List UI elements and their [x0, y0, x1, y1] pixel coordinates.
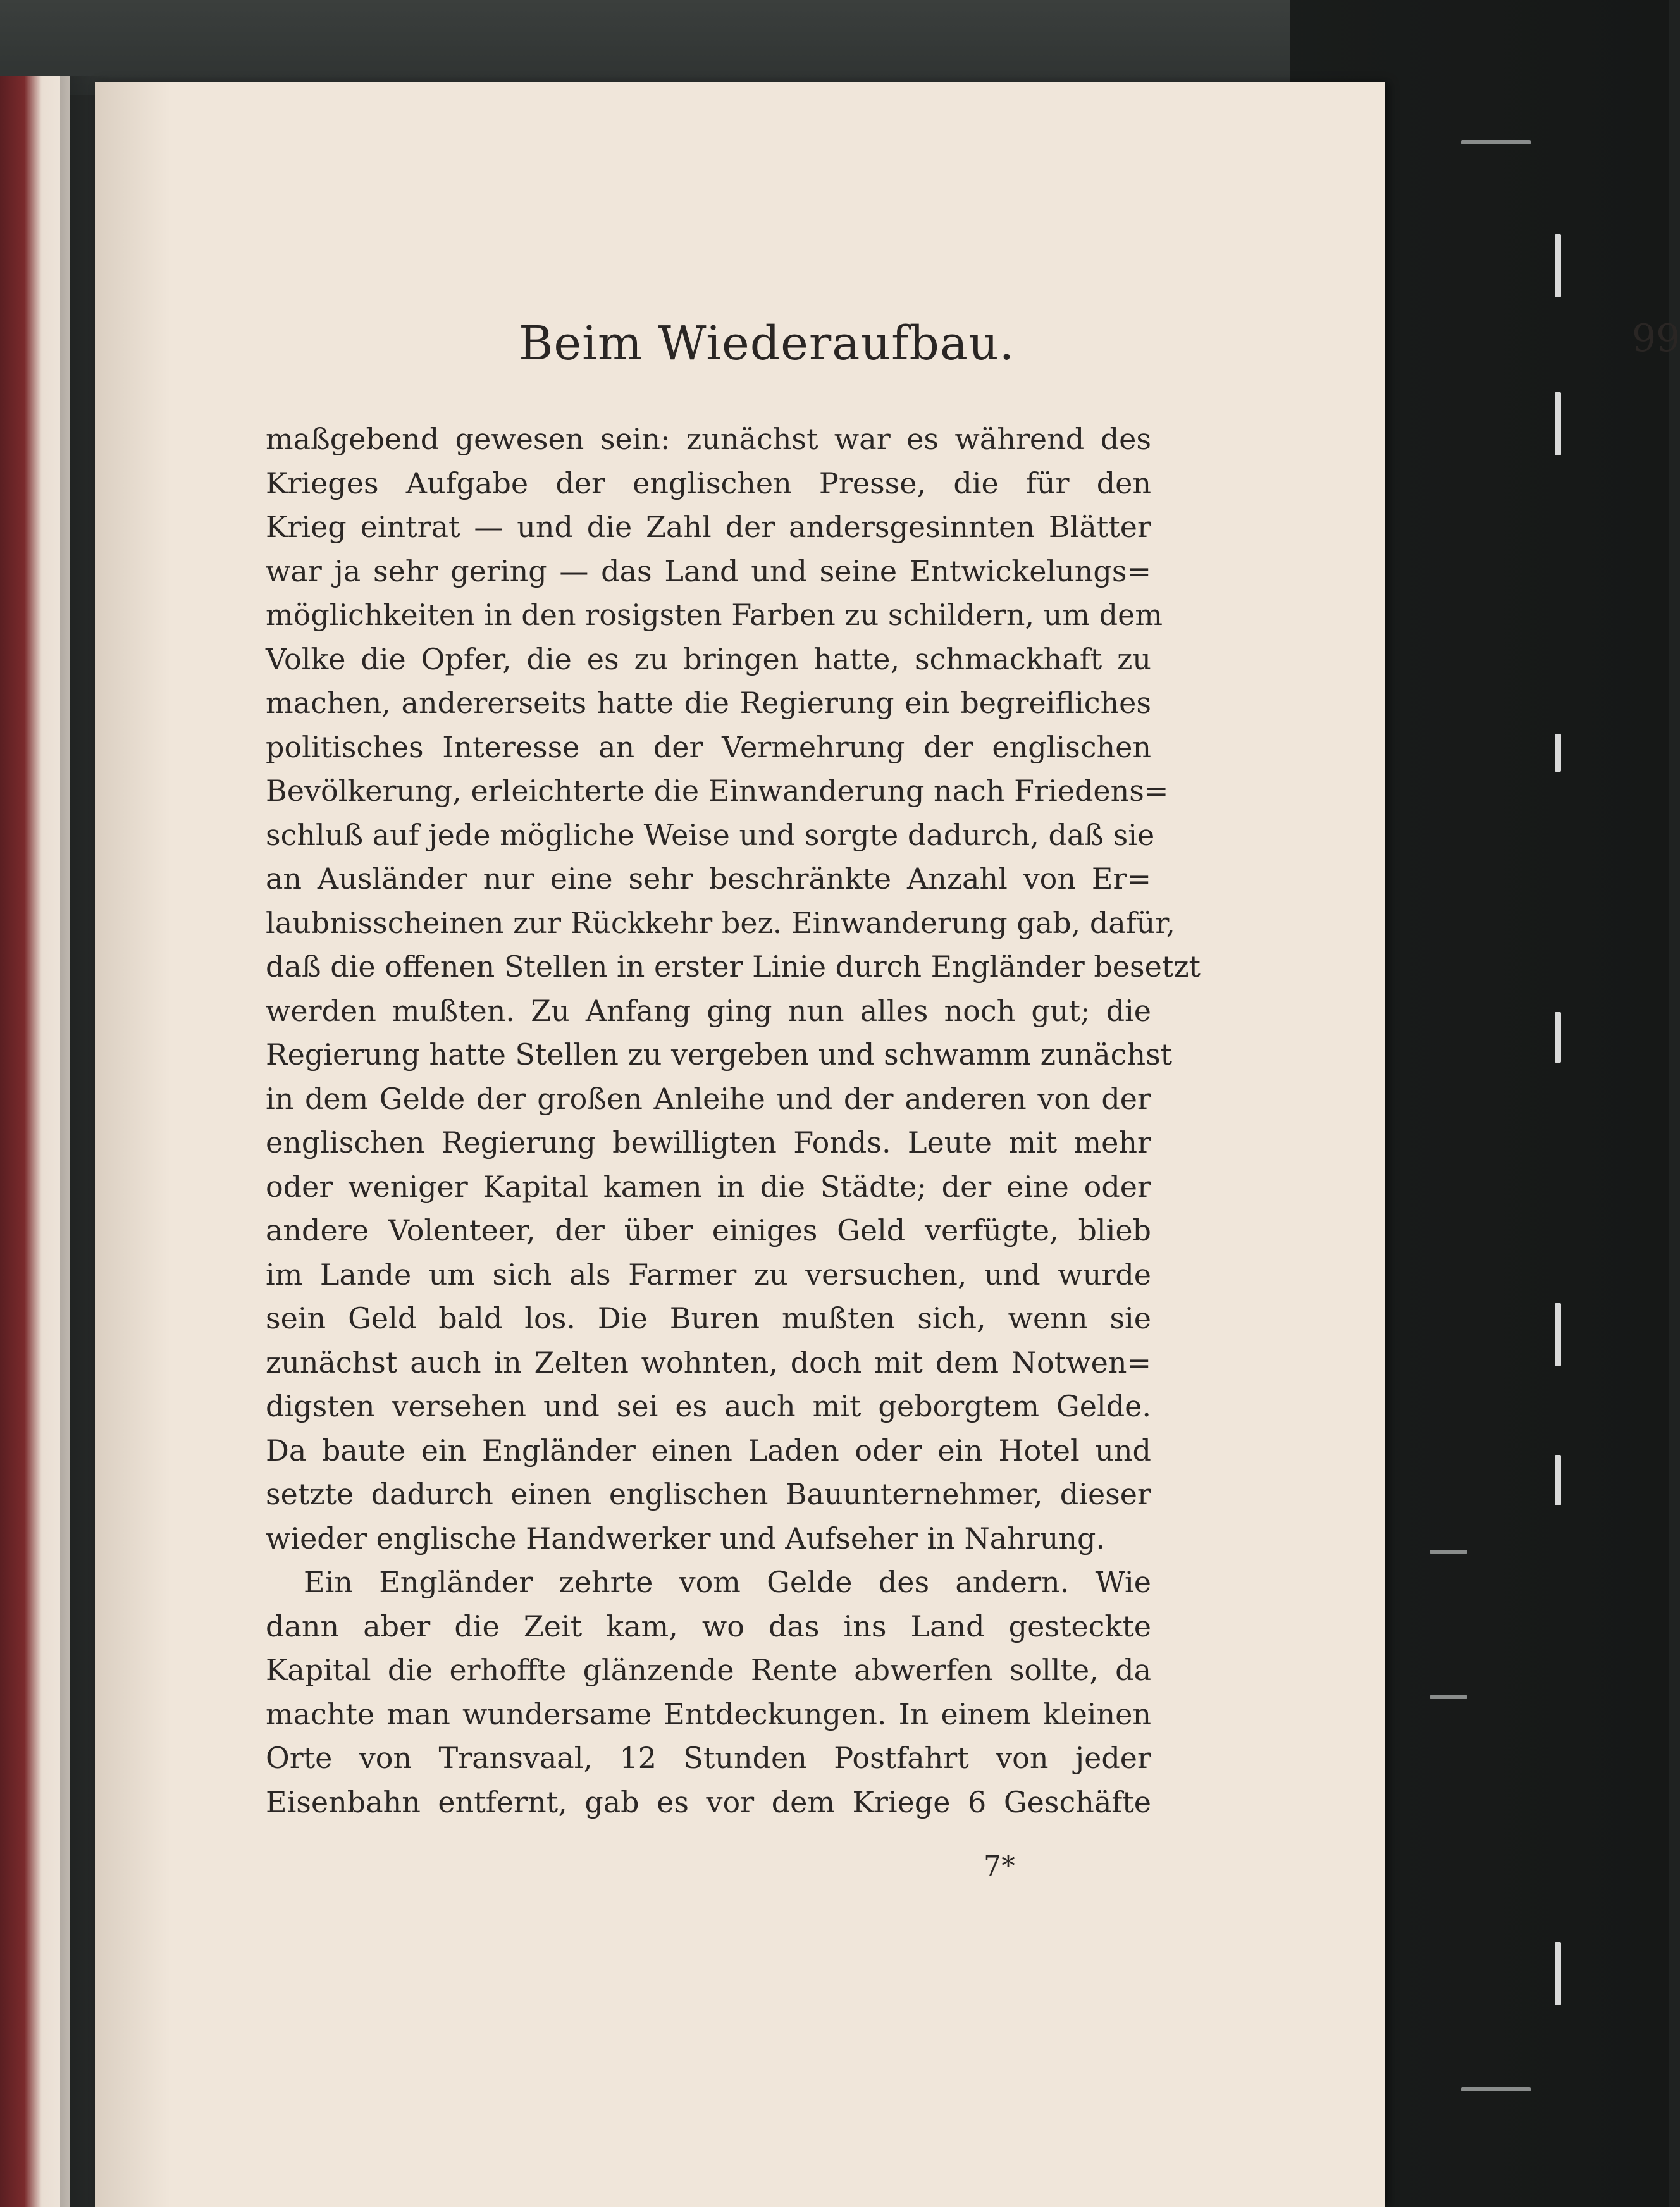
previous-page-edge	[0, 76, 70, 2207]
page-number: 99	[1632, 316, 1680, 361]
book-cover-edge	[0, 0, 1290, 95]
text-line: oder weniger Kapital kamen in die Städte; der eine oder	[266, 1169, 1151, 1204]
text-line: werden mußten. Zu Anfang ging nun alles noch gut; die	[266, 993, 1151, 1028]
text-line: laubnisscheinen zur Rückkehr bez. Einwanderung gab, dafür,	[266, 905, 1175, 940]
text-line: setzte dadurch einen englischen Bauunternehmer, dieser	[266, 1477, 1151, 1511]
background-mark	[1555, 392, 1561, 455]
text-line: digsten versehen und sei es auch mit geborgtem Gelde.	[266, 1389, 1151, 1423]
text-line: Da baute ein Engländer einen Laden oder ein Hotel und	[266, 1433, 1151, 1468]
background-mark	[1555, 1942, 1561, 2005]
text-line: schluß auf jede mögliche Weise und sorgte dadurch, daß sie	[266, 817, 1155, 852]
text-line: Eisenbahn entfernt, gab es vor dem Kriege 6 Geschäfte	[266, 1784, 1151, 1819]
text-line: Regierung hatte Stellen zu vergeben und schwamm zunächst	[266, 1037, 1173, 1072]
body-text	[266, 417, 1201, 1824]
background-mark	[1555, 234, 1561, 297]
text-line: andere Volenteer, der über einiges Geld verfügte, blieb	[266, 1213, 1151, 1247]
text-line: Krieg eintrat — und die Zahl der andersgesinnten Blätter	[266, 510, 1151, 544]
text-line: Kapital die erhoffte glänzende Rente abwerfen sollte, da	[266, 1653, 1151, 1687]
text-line: Ein Engländer zehrte vom Gelde des andern. Wie	[304, 1565, 1151, 1599]
text-line: Bevölkerung, erleichterte die Einwanderung nach Friedens=	[266, 774, 1169, 808]
text-line: dann aber die Zeit kam, wo das ins Land gesteckte	[266, 1609, 1151, 1643]
text-line: englischen Regierung bewilligten Fonds. Leute mit mehr	[266, 1125, 1151, 1159]
background-mark	[1555, 1012, 1561, 1063]
text-line: machen, andererseits hatte die Regierung ein begreifliches	[266, 686, 1151, 720]
text-line: an Ausländer nur eine sehr beschränkte Anzahl von Er=	[266, 862, 1151, 896]
text-line: Volke die Opfer, die es zu bringen hatte, schmackhaft zu	[266, 641, 1151, 676]
text-line: zunächst auch in Zelten wohnten, doch mit dem Notwen=	[266, 1345, 1151, 1380]
background-mark	[1461, 2087, 1531, 2091]
background-mark	[1555, 1303, 1561, 1366]
text-line: daß die offenen Stellen in erster Linie durch Engländer besetzt	[266, 949, 1201, 984]
running-title: Beim Wiederaufbau.	[519, 316, 1015, 371]
signature-mark: 7*	[984, 1850, 1015, 1882]
background-mark	[1555, 734, 1561, 772]
text-line: im Lande um sich als Farmer zu versuchen, und wurde	[266, 1257, 1151, 1292]
background-mark	[1461, 140, 1531, 144]
background-mark	[1555, 1455, 1561, 1505]
text-line: in dem Gelde der großen Anleihe und der anderen von der	[266, 1081, 1151, 1116]
text-line: maßgebend gewesen sein: zunächst war es während des	[266, 422, 1151, 456]
text-line: sein Geld bald los. Die Buren mußten sich, wenn sie	[266, 1301, 1151, 1335]
text-line: machte man wundersame Entdeckungen. In einem kleinen	[266, 1697, 1151, 1731]
text-line: politisches Interesse an der Vermehrung der englischen	[266, 729, 1151, 764]
text-line: möglichkeiten in den rosigsten Farben zu schildern, um dem	[266, 598, 1163, 632]
text-line: Orte von Transvaal, 12 Stunden Postfahrt von jeder	[266, 1741, 1151, 1775]
text-line: Krieges Aufgabe der englischen Presse, die für den	[266, 466, 1151, 500]
background-mark	[1430, 1550, 1467, 1554]
text-line: wieder englische Handwerker und Aufseher in Nahrung.	[266, 1521, 1106, 1555]
background-mark	[1430, 1695, 1467, 1699]
text-line: war ja sehr gering — das Land und seine Entwickelungs=	[266, 553, 1151, 588]
